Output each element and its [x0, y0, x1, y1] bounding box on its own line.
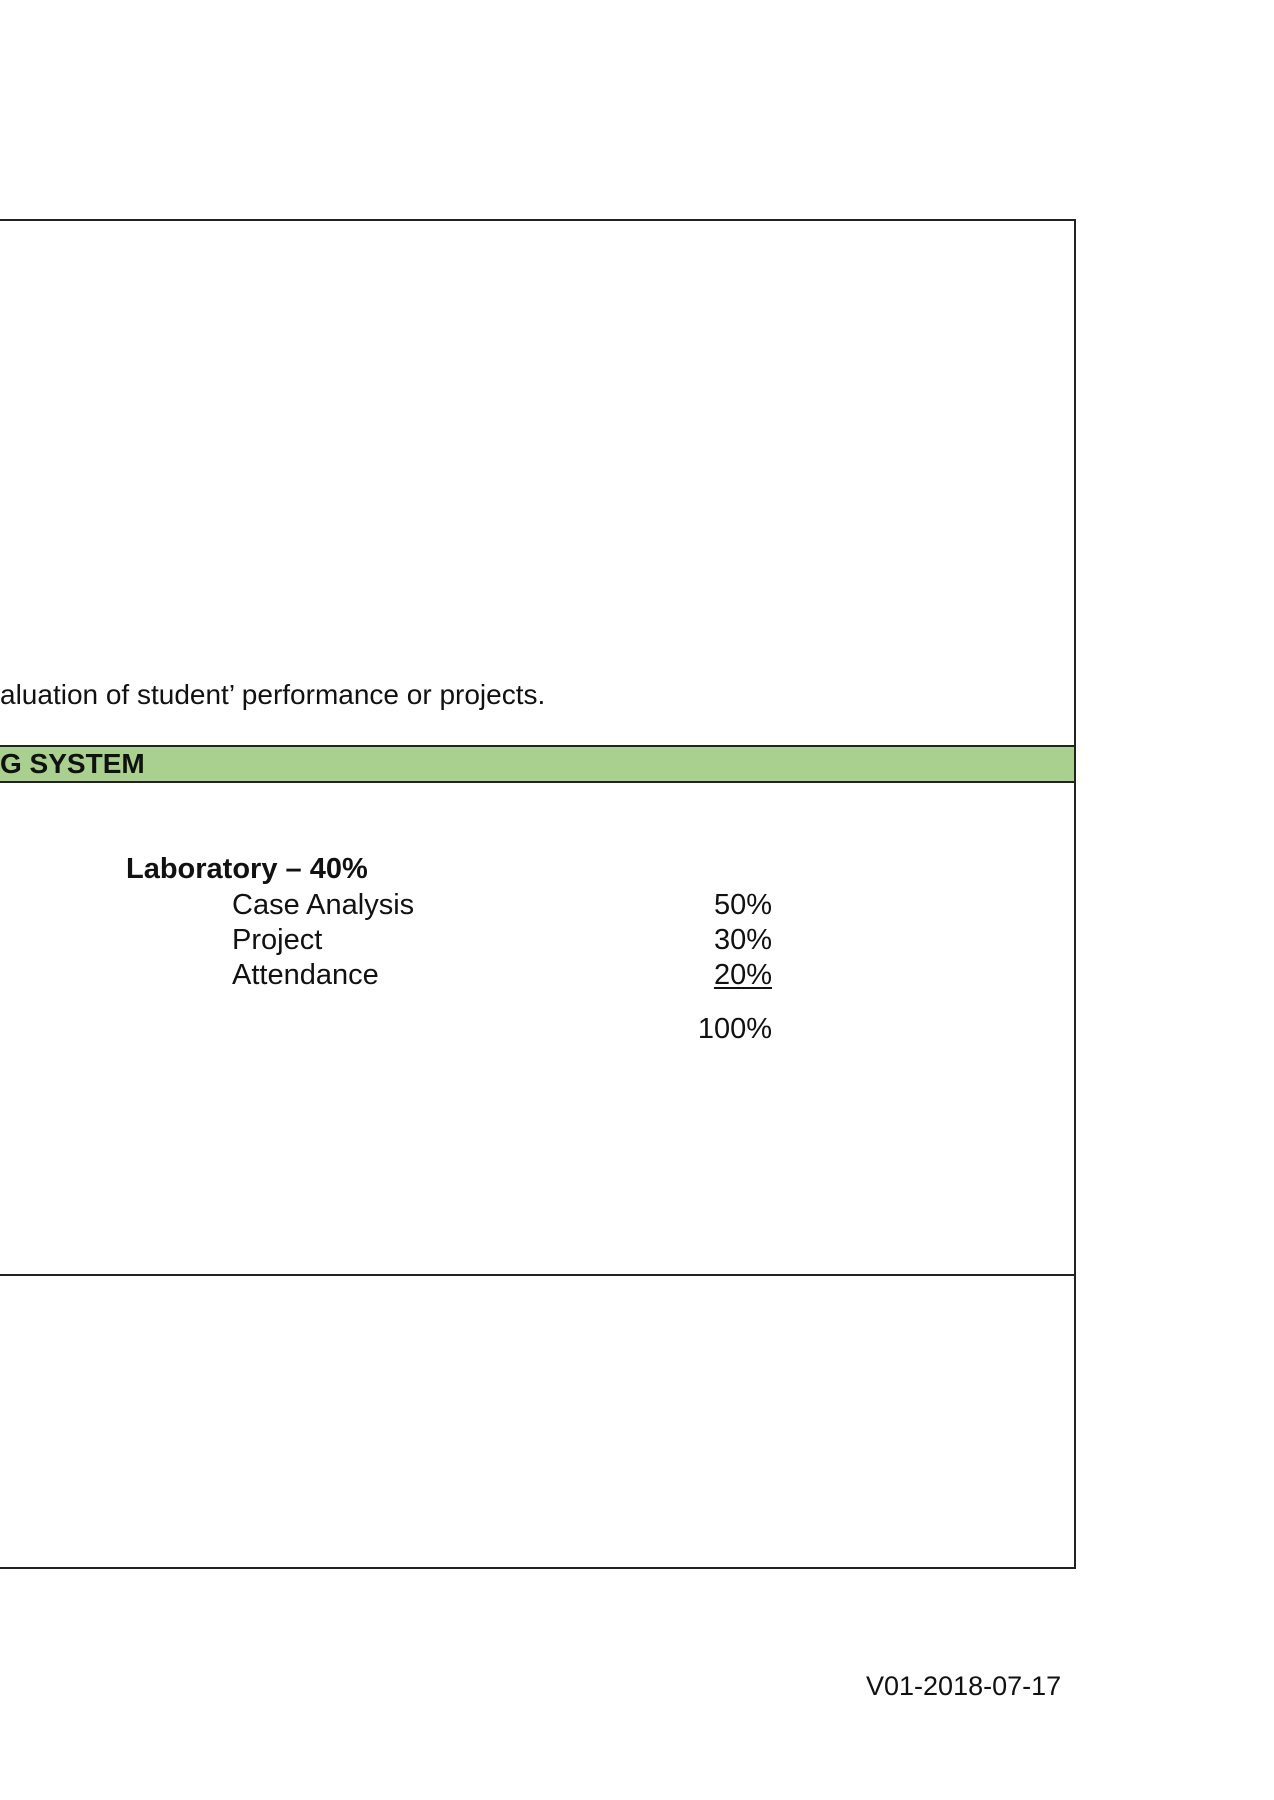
- grading-row-label: Project: [232, 924, 323, 956]
- empty-section: [0, 1276, 1074, 1567]
- grading-system-title: G SYSTEM: [0, 748, 145, 779]
- grading-total: 100%: [697, 1013, 772, 1045]
- grading-row-project: [0, 924, 1074, 959]
- grading-system-header: [0, 747, 1074, 783]
- grading-row-label: Attendance: [232, 959, 379, 991]
- grading-row-value: 50%: [713, 889, 772, 921]
- grading-section: [0, 783, 1074, 1276]
- grading-row-value: 20%: [713, 959, 772, 991]
- grading-row-attendance: [0, 959, 1074, 994]
- assessment-section: [0, 221, 1074, 747]
- grading-row-case-analysis: [0, 889, 1074, 924]
- laboratory-heading: Laboratory – 40%: [126, 853, 368, 885]
- grading-row-label: Case Analysis: [232, 889, 415, 921]
- assessment-text: aluation of student’ performance or projects.: [0, 679, 546, 710]
- grading-row-value: 30%: [713, 924, 772, 956]
- syllabus-table-frame: [0, 219, 1076, 1569]
- version-code: V01-2018-07-17: [866, 1671, 1062, 1701]
